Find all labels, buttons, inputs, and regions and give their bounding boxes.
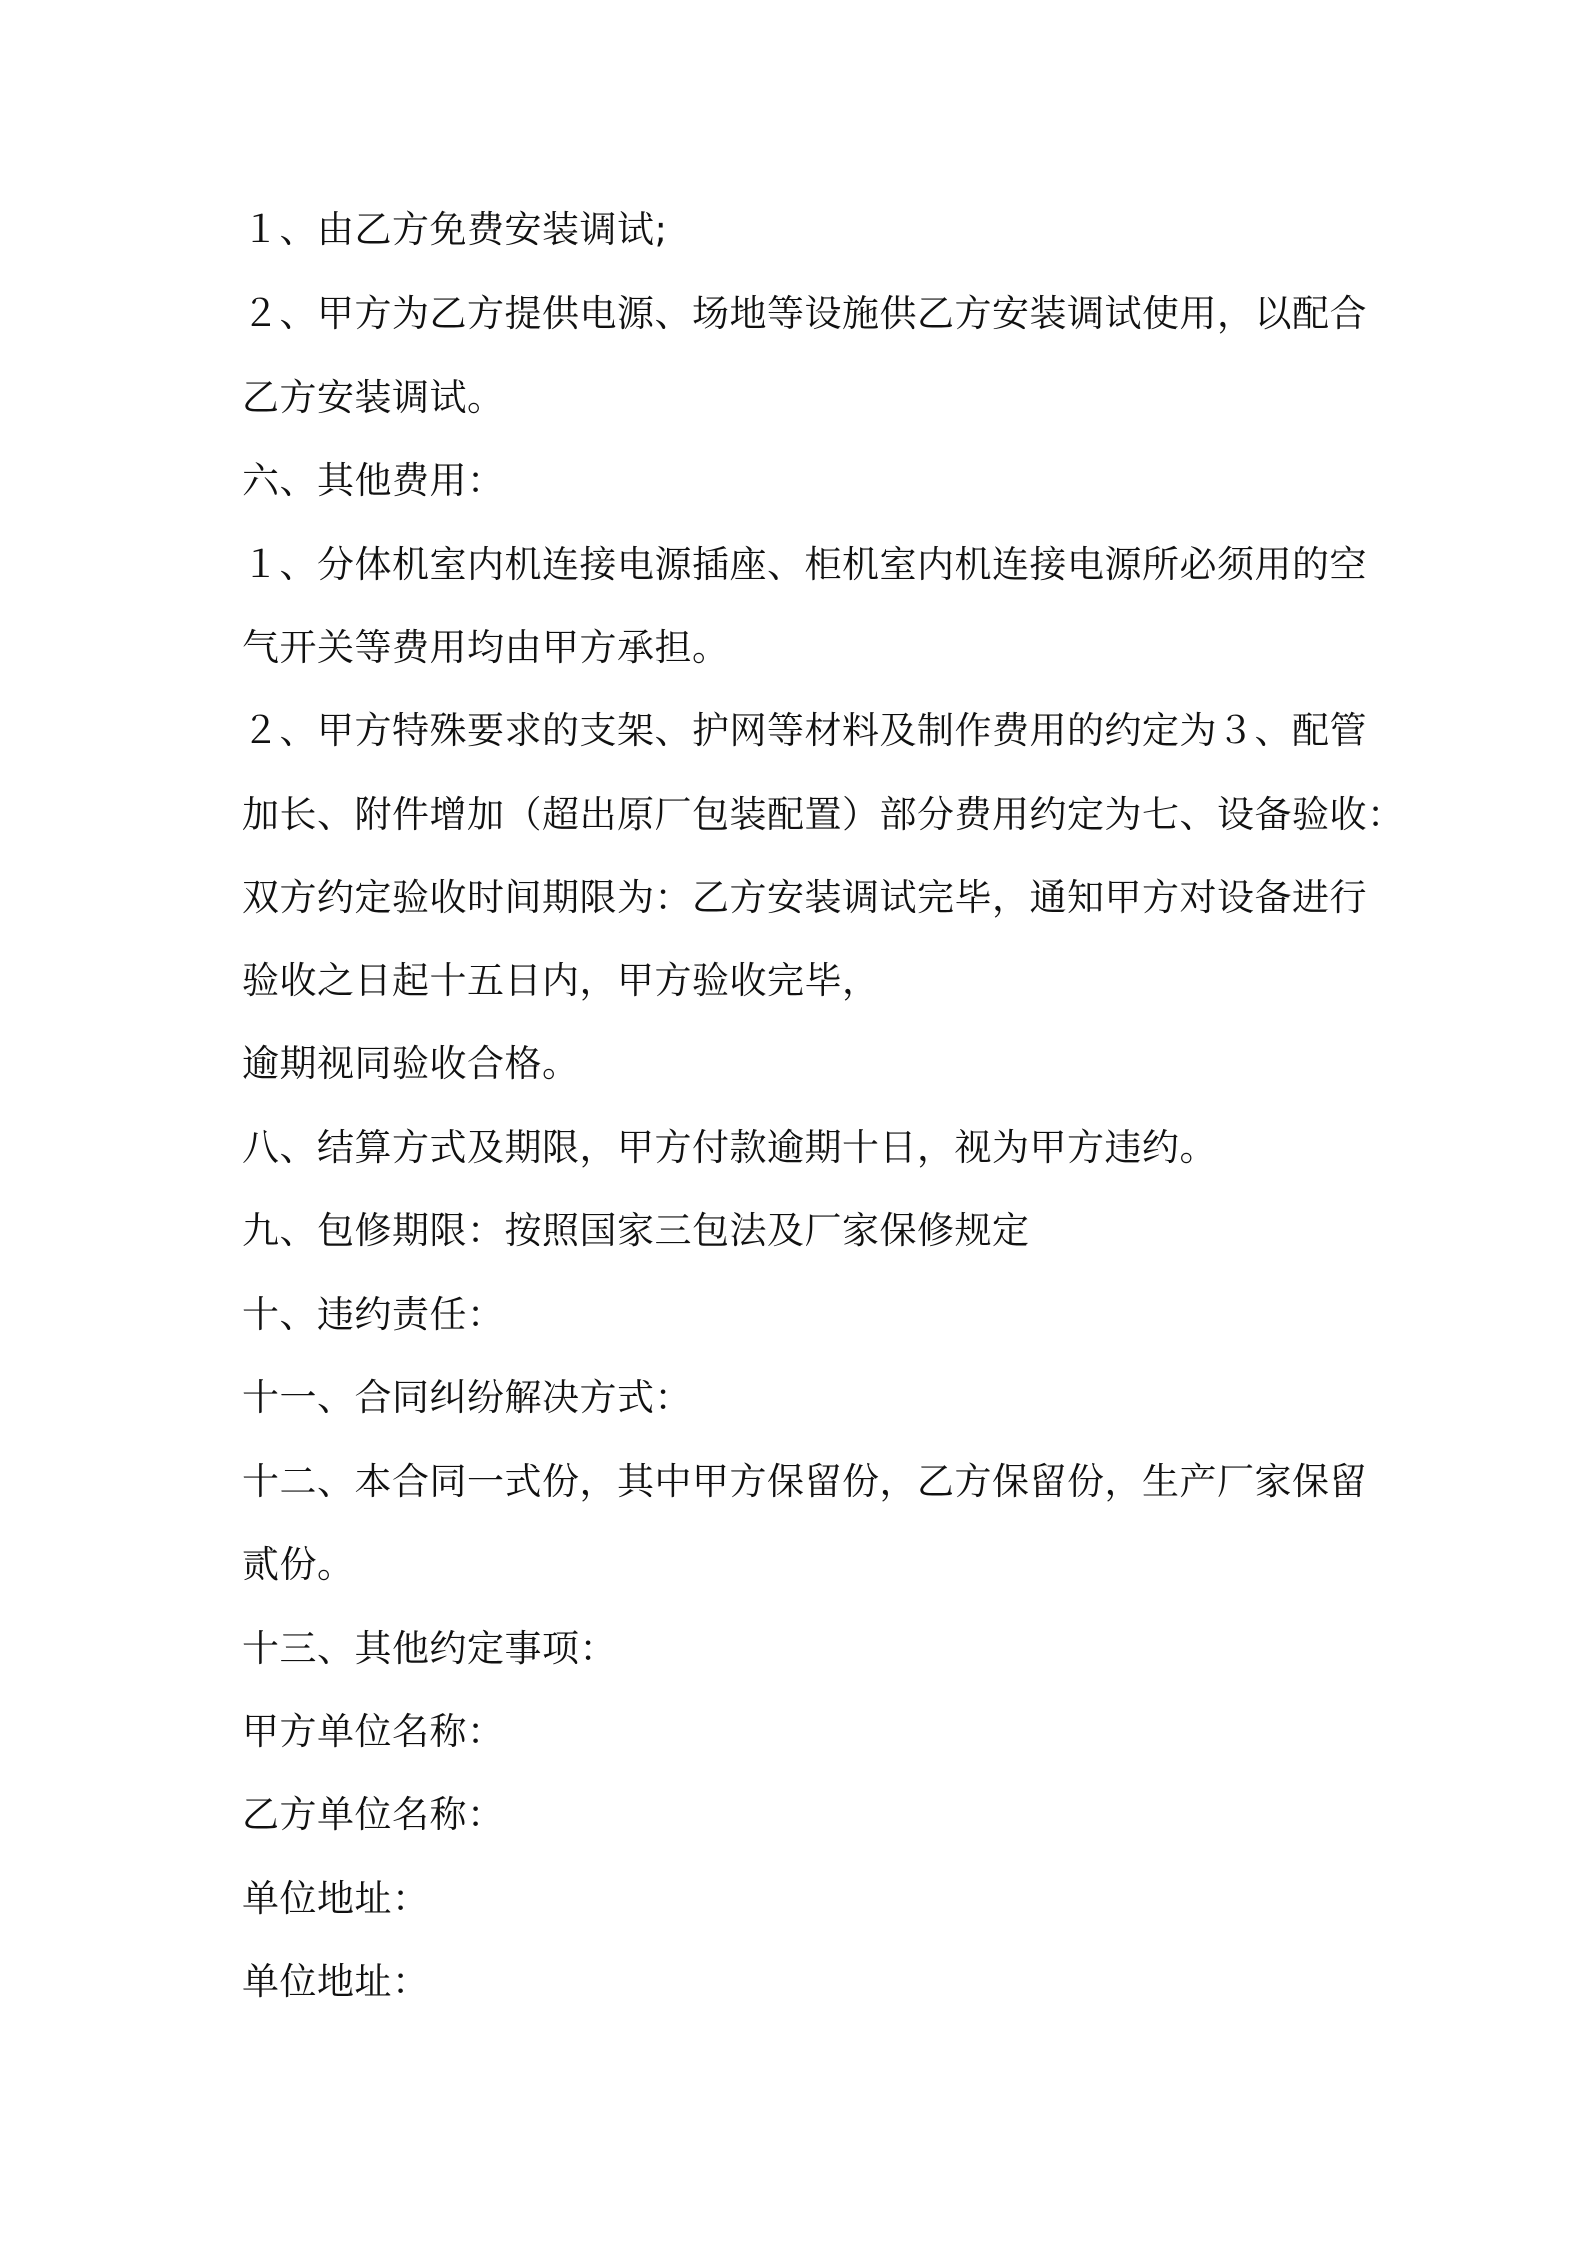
party-b-name-label: 乙方单位名称： — [242, 1793, 505, 1836]
clause-special-materials-line1: ２、甲方特殊要求的支架、护网等材料及制作费用的约定为３、配管 — [242, 709, 1367, 752]
party-b-address-label: 单位地址： — [242, 1960, 430, 2003]
section-copies-line1: 十二、本合同一式份，其中甲方保留份，乙方保留份，生产厂家保留 — [242, 1460, 1367, 1503]
clause-switch-fees-line2: 气开关等费用均由甲方承担。 — [242, 626, 730, 669]
clause-special-materials-line2: 加长、附件增加（超出原厂包装配置）部分费用约定为七、设备验收： — [242, 793, 1405, 836]
section-settlement: 八、结算方式及期限，甲方付款逾期十日，视为甲方违约。 — [242, 1126, 1217, 1169]
section-breach: 十、违约责任： — [242, 1293, 505, 1336]
party-a-address-label: 单位地址： — [242, 1877, 430, 1920]
clause-switch-fees-line1: １、分体机室内机连接电源插座、柜机室内机连接电源所必须用的空 — [242, 543, 1367, 586]
section-warranty: 九、包修期限：按照国家三包法及厂家保修规定 — [242, 1209, 1030, 1252]
section-other-fees-heading: 六、其他费用： — [242, 459, 505, 502]
clause-power-site-line1: ２、甲方为乙方提供电源、场地等设施供乙方安装调试使用，以配合 — [242, 292, 1367, 335]
clause-power-site-line2: 乙方安装调试。 — [242, 376, 505, 419]
party-a-name-label: 甲方单位名称： — [242, 1710, 505, 1753]
section-copies-line2: 贰份。 — [242, 1543, 355, 1586]
clause-acceptance-line2: 验收之日起十五日内，甲方验收完毕， — [242, 959, 880, 1002]
section-other-terms: 十三、其他约定事项： — [242, 1627, 617, 1670]
section-dispute: 十一、合同纠纷解决方式： — [242, 1376, 692, 1419]
clause-acceptance-line3: 逾期视同验收合格。 — [242, 1042, 580, 1085]
clause-install-free: １、由乙方免费安装调试; — [242, 208, 668, 251]
clause-acceptance-line1: 双方约定验收时间期限为：乙方安装调试完毕，通知甲方对设备进行 — [242, 876, 1367, 919]
